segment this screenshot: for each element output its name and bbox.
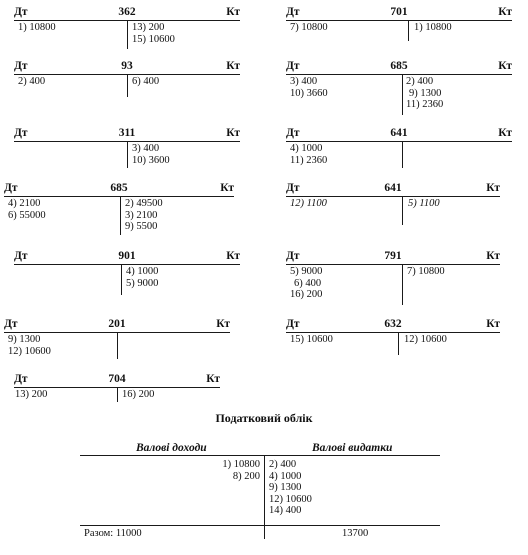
- account-number: 704: [108, 373, 126, 385]
- gross-income-entries: 1) 10800 8) 200: [222, 459, 260, 482]
- tax-accounting-title: Податковий облік: [215, 411, 313, 425]
- credit-label: Кт: [226, 60, 240, 72]
- account-number: 201: [108, 318, 126, 330]
- debit-entries: 4) 2100 6) 55000: [8, 198, 46, 221]
- debit-label: Дт: [4, 318, 18, 330]
- gross-expenses-header: Валові видатки: [312, 442, 393, 454]
- credit-entries: 6) 400: [132, 76, 160, 87]
- credit-label: Кт: [486, 318, 500, 330]
- expense-total: 13700: [342, 528, 369, 539]
- debit-label: Дт: [286, 6, 300, 18]
- debit-entries: 9) 1300 12) 10600: [8, 334, 51, 357]
- debit-entries: 7) 10800: [290, 22, 328, 33]
- debit-entries: 3) 400 10) 3660: [290, 76, 328, 99]
- credit-label: Кт: [498, 6, 512, 18]
- debit-label: Дт: [286, 60, 300, 72]
- credit-label: Кт: [216, 318, 230, 330]
- debit-entries: 1) 10800: [18, 22, 56, 33]
- debit-entries: 4) 1000 11) 2360: [290, 143, 328, 166]
- account-number: 791: [384, 250, 402, 262]
- account-number: 632: [384, 318, 402, 330]
- debit-entries: 13) 200: [15, 389, 48, 400]
- credit-entries: 1) 10800: [414, 22, 452, 33]
- credit-label: Кт: [206, 373, 220, 385]
- credit-entries: 13) 200 15) 10600: [132, 22, 175, 45]
- account-number: 701: [390, 6, 408, 18]
- credit-label: Кт: [226, 127, 240, 139]
- debit-label: Дт: [286, 182, 300, 194]
- debit-label: Дт: [286, 318, 300, 330]
- account-number: 641: [390, 127, 408, 139]
- credit-entries: 7) 10800: [407, 266, 445, 277]
- credit-entries: 5) 1100: [408, 198, 440, 209]
- account-number: 362: [118, 6, 136, 18]
- debit-label: Дт: [4, 182, 18, 194]
- debit-entries: 15) 10600: [290, 334, 333, 345]
- debit-label: Дт: [286, 127, 300, 139]
- credit-entries: 2) 400 9) 1300 11) 2360: [406, 76, 444, 110]
- debit-label: Дт: [286, 250, 300, 262]
- debit-label: Дт: [14, 6, 28, 18]
- debit-entries: 12) 1100: [290, 198, 327, 209]
- debit-label: Дт: [14, 127, 28, 139]
- account-number: 685: [110, 182, 128, 194]
- debit-entries: 5) 9000 6) 400 16) 200: [290, 266, 323, 300]
- credit-label: Кт: [226, 250, 240, 262]
- gross-income-header: Валові доходи: [136, 442, 207, 454]
- debit-entries: 2) 400: [18, 76, 46, 87]
- credit-label: Кт: [486, 250, 500, 262]
- credit-entries: 4) 1000 5) 9000: [126, 266, 159, 289]
- credit-label: Кт: [220, 182, 234, 194]
- debit-label: Дт: [14, 373, 28, 385]
- credit-entries: 16) 200: [122, 389, 155, 400]
- debit-label: Дт: [14, 60, 28, 72]
- tax-accounting-table: [80, 442, 440, 542]
- credit-label: Кт: [226, 6, 240, 18]
- credit-label: Кт: [486, 182, 500, 194]
- account-number: 93: [121, 60, 133, 72]
- account-number: 901: [118, 250, 136, 262]
- account-number: 641: [384, 182, 402, 194]
- credit-entries: 12) 10600: [404, 334, 447, 345]
- account-number: 311: [118, 127, 136, 139]
- credit-entries: 3) 400 10) 3600: [132, 143, 170, 166]
- gross-expense-entries: 2) 400 4) 1000 9) 1300 12) 10600 14) 400: [269, 459, 312, 516]
- account-number: 685: [390, 60, 408, 72]
- credit-entries: 2) 49500 3) 2100 9) 5500: [125, 198, 163, 232]
- debit-label: Дт: [14, 250, 28, 262]
- income-total: Разом: 11000: [84, 528, 142, 539]
- credit-label: Кт: [498, 60, 512, 72]
- credit-label: Кт: [498, 127, 512, 139]
